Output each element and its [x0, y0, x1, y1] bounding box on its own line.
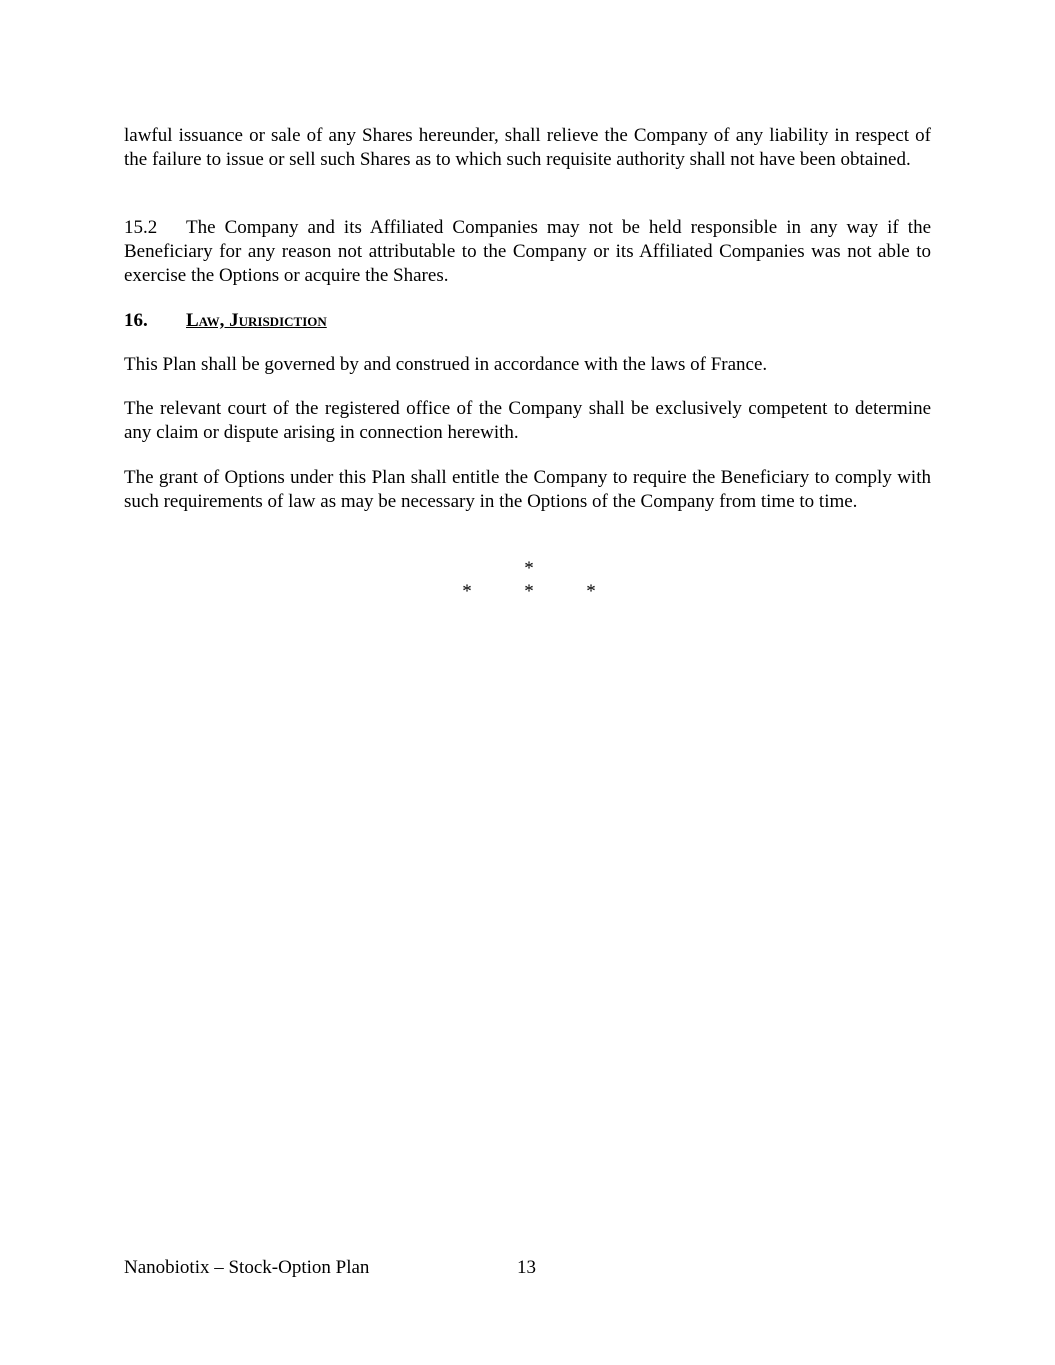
paragraph-text: The Company and its Affiliated Companies may not be held responsible in any way if the Beneficiary for any reason not attributable to the Company or its Affiliated Companies was not able to exercise the Options or acquire the Shares. — [124, 217, 931, 286]
section-heading — [124, 309, 327, 333]
section-title: Law, Jurisdiction — [186, 310, 327, 331]
paragraph-jurisdiction: The relevant court of the registered office of the Company shall be exclusively competent to determine any claim or dispute arising in connection herewith. — [124, 398, 931, 443]
end-mark: * — [524, 581, 534, 602]
paragraph-compliance: The grant of Options under this Plan shall entitle the Company to require the Beneficiary to comply with such requirements of law as may be necessary in the Options of the Company from time to time. — [124, 467, 931, 512]
footer-title: Nanobiotix – Stock-Option Plan — [124, 1257, 370, 1278]
paragraph-number: 15.2 — [124, 217, 158, 238]
section-number: 16. — [124, 310, 148, 331]
paragraph-governing-law: This Plan shall be governed by and construed in accordance with the laws of France. — [124, 354, 768, 375]
paragraph-continuation: lawful issuance or sale of any Shares hereunder, shall relieve the Company of any liability in respect of the failure to issue or sell such Shares as to which such requisite authority shall not have been obtained. — [124, 125, 931, 170]
end-mark: * — [586, 581, 596, 602]
end-mark: * — [524, 558, 534, 579]
end-mark: * — [462, 581, 472, 602]
paragraph-15-2 — [124, 216, 931, 288]
page-number: 13 — [517, 1257, 536, 1278]
